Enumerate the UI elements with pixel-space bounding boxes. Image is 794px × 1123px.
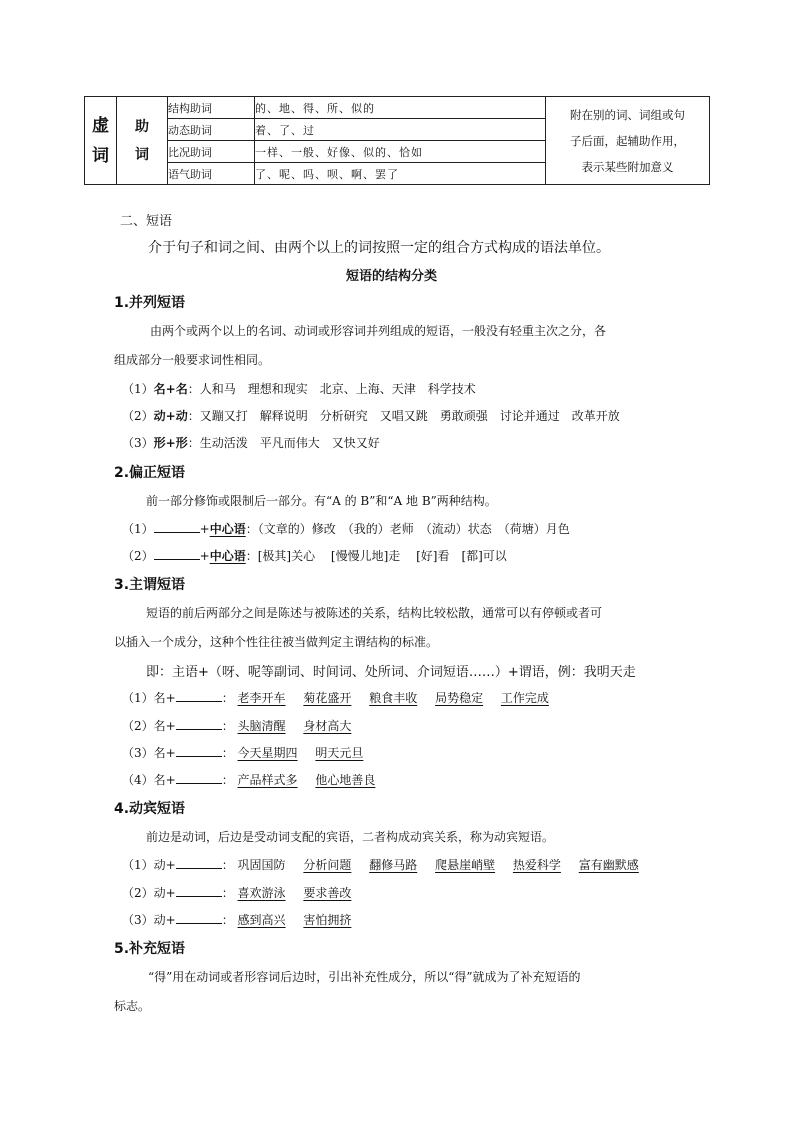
example: 他心地善良 xyxy=(315,773,376,787)
subcategory-cell xyxy=(117,97,168,185)
particle-note xyxy=(546,97,710,185)
example: 爬悬崖峭壁 xyxy=(435,858,496,872)
list-item: （3）动+ ： 感到高兴 害怕拥挤 xyxy=(122,913,352,927)
note-line: 子后面，起辅助作用， xyxy=(570,133,685,148)
paragraph: 标志。 xyxy=(114,999,151,1013)
example: 热爱科学 xyxy=(512,858,561,872)
example: 老李开车 xyxy=(237,691,286,705)
category-cell xyxy=(85,97,117,185)
fill-blank xyxy=(176,857,222,869)
example: 身材高大 xyxy=(303,719,352,733)
list-item: （3）形+形：生动活泼 平凡而伟大 又快又好 xyxy=(122,436,380,450)
fill-blank xyxy=(154,548,200,560)
example: 害怕拥挤 xyxy=(303,913,352,927)
example: 今天星期四 xyxy=(237,746,298,760)
paragraph: 组成部分一般要求词性相同。 xyxy=(114,353,271,367)
list-item: （1）名+名：人和马 理想和现实 北京、上海、天津 科学技术 xyxy=(122,382,476,396)
particle-type: 结构助词 xyxy=(168,97,255,119)
example: 工作完成 xyxy=(500,691,549,705)
example: 喜欢游泳 xyxy=(237,886,286,900)
paragraph: 短语的前后两部分之间是陈述与被陈述的关系，结构比较松散，通常可以有停顿或者可 xyxy=(146,606,603,620)
example: 菊花盛开 xyxy=(303,691,352,705)
section-subtitle: 短语的结构分类 xyxy=(346,269,438,284)
example: 分析问题 xyxy=(303,858,352,872)
heading-complement-phrase: 5.补充短语 xyxy=(114,941,186,957)
heading-verb-object-phrase: 4.动宾短语 xyxy=(114,801,186,817)
note-line: 附在别的词、词组或句 xyxy=(570,107,685,122)
list-item: （2）动+动：又蹦又打 解释说明 分析研究 又唱又跳 勇敢顽强 讨论并通过 改革开放 xyxy=(122,409,620,423)
list-item: （1） +中心语：（文章的）修改 （我的）老师 （流动）状态 （荷塘）月色 xyxy=(122,522,570,536)
example: 局势稳定 xyxy=(435,691,484,705)
list-item: （4）名+ ： 产品样式多 他心地善良 xyxy=(122,773,376,787)
example: 产品样式多 xyxy=(237,773,298,787)
example: 粮食丰收 xyxy=(369,691,418,705)
heading-subject-predicate-phrase: 3.主谓短语 xyxy=(114,577,186,593)
fill-blank xyxy=(176,745,222,757)
particle-type: 比况助词 xyxy=(168,141,255,163)
example: 巩固国防 xyxy=(237,858,286,872)
list-item: （3）名+ ： 今天星期四 明天元旦 xyxy=(122,746,364,760)
list-item: （2）名+ ： 头脑清醒 身材高大 xyxy=(122,719,352,733)
example: 头脑清醒 xyxy=(237,719,286,733)
category-char: 虚 xyxy=(92,115,109,136)
example: 要求善改 xyxy=(303,886,352,900)
particle-type: 语气助词 xyxy=(168,163,255,185)
list-item: （2）动+ ： 喜欢游泳 要求善改 xyxy=(122,886,352,900)
fill-blank xyxy=(176,912,222,924)
fill-blank xyxy=(176,718,222,730)
section-title: 二、短语 xyxy=(120,214,173,229)
fill-blank xyxy=(176,885,222,897)
example: 富有幽默感 xyxy=(578,858,639,872)
fill-blank xyxy=(176,772,222,784)
list-item: （2） +中心语：[极其]关心 [慢慢儿地]走 [好]看 [都]可以 xyxy=(122,549,507,563)
particle-examples: 着、了、过 xyxy=(255,119,546,141)
example: 明天元旦 xyxy=(315,746,364,760)
example: 翻修马路 xyxy=(369,858,418,872)
note-line: 表示某些附加意义 xyxy=(581,159,674,174)
particle-examples: 一样、一般、好像、似的、恰如 xyxy=(255,141,546,163)
paragraph: 前一部分修饰或限制后一部分。有“A 的 B”和“A 地 B”两种结构。 xyxy=(146,494,497,508)
paragraph: 以插入一个成分，这种个性往往被当做判定主谓结构的标准。 xyxy=(114,635,439,649)
particle-examples: 了、呢、吗、呗、啊、罢了 xyxy=(255,163,546,185)
particle-examples: 的、地、得、所、似的 xyxy=(255,97,546,119)
fill-blank xyxy=(154,521,200,533)
list-item: （1）名+ ： 老李开车 菊花盛开 粮食丰收 局势稳定 工作完成 xyxy=(122,691,549,705)
table-row xyxy=(85,97,710,119)
heading-coordinate-phrase: 1.并列短语 xyxy=(114,295,186,311)
subcategory-char: 助 xyxy=(135,118,149,135)
heading-modifier-phrase: 2.偏正短语 xyxy=(114,465,186,481)
category-char: 词 xyxy=(92,145,109,166)
list-item: （1）动+ ： 巩固国防 分析问题 翻修马路 爬悬崖峭壁 热爱科学 富有幽默感 xyxy=(122,858,639,872)
particle-type: 动态助词 xyxy=(168,119,255,141)
fill-blank xyxy=(176,690,222,702)
example: 感到高兴 xyxy=(237,913,286,927)
particle-table xyxy=(84,96,710,185)
subcategory-char: 词 xyxy=(135,146,149,163)
paragraph: “得”用在动词或者形容词后边时，引出补充性成分，所以“得”就成为了补充短语的 xyxy=(148,970,581,984)
formula: 即：主语+（呀、呢等副词、时间词、处所词、介词短语……）+谓语，例：我明天走 xyxy=(146,665,636,680)
paragraph: 前边是动词，后边是受动词支配的宾语，二者构成动宾关系，称为动宾短语。 xyxy=(146,830,555,844)
paragraph: 由两个或两个以上的名词、动词或形容词并列组成的短语，一般没有轻重主次之分，各 xyxy=(150,324,607,338)
section-definition: 介于句子和词之间、由两个以上的词按照一定的组合方式构成的语法单位。 xyxy=(148,240,610,256)
